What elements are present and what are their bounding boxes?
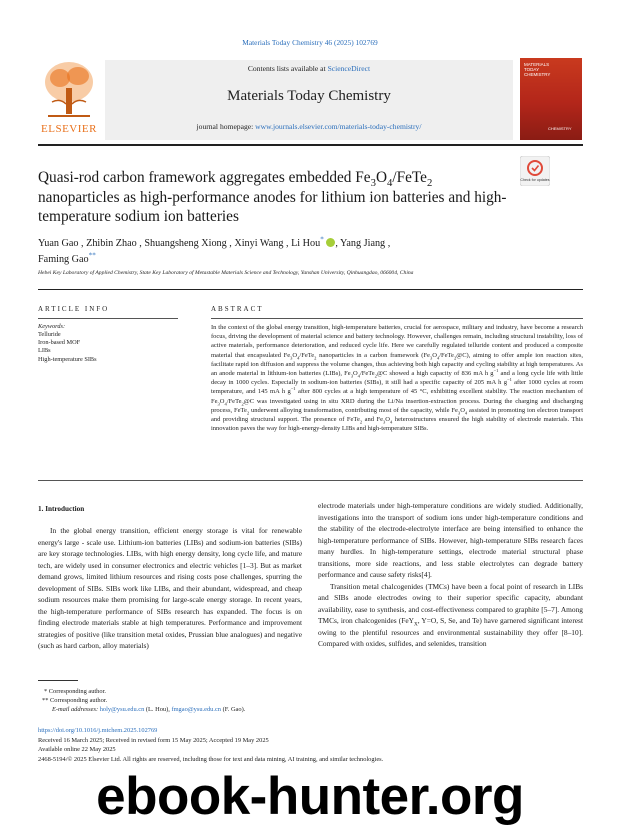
abstract-text: nanoparticles in a carbon framework (Fe xyxy=(319,351,430,359)
homepage-line xyxy=(105,122,513,131)
author-list: Yuan Gao , Zhibin Zhao , Shuangsheng Xiong , Xinyi Wang , Li Hou* , Yang Jiang , Faming Gao** xyxy=(38,235,391,265)
watermark-text: ebook-hunter.org xyxy=(96,767,524,826)
title-rule xyxy=(38,289,583,290)
contents-line xyxy=(105,64,513,73)
intro-left-column xyxy=(38,525,302,652)
copyright-line: 2468-5194/© 2025 Elsevier Ltd. All rights are reserved, including those for text and data mining, AI training, and similar technologies. xyxy=(38,756,384,763)
abstract-text: assisted in promoting ion electron transport and providing structural support. The presence of FeTe xyxy=(211,406,584,424)
email-link-gao[interactable]: fmgao@ysu.edu.cn xyxy=(171,706,221,713)
keyword: Iron-based MOF xyxy=(38,339,81,347)
section-heading-introduction: 1. Introduction xyxy=(38,505,85,513)
orcid-icon[interactable] xyxy=(326,238,335,247)
keyword: Telluride xyxy=(38,331,61,338)
header-rule xyxy=(38,144,583,146)
intro-paragraph: In the global energy transition, efficient energy storage is vital for renewable energy's large - scale use. Lithium-ion batteries (LIBs) and sodium-ion batteries (SIBs) are key storage technologies. LIBs, with high energy density, long cycle life, and mature tech, are widely used in consumer electronics and electric vehicles [1–3]. But as market demand grows, limited lithium resources and rising costs pose challenges, spurring the development of SIBs. SIBs work like LIBs, and their abundant, widespread, and cheap sodium resources make them promising for large-scale energy storage. In recent years, the high-temperature performance of SIBs research has expanded. The focus is on finding electrode materials stable at high temperatures. Performance and improvement strategies of positive (like transition metal oxides, Prussian blue analogues) and negative (such as hard carbon, alloy materials) xyxy=(38,526,302,650)
keyword: LIBs xyxy=(38,347,51,355)
footnote-corresponding-2: ** Corresponding author. xyxy=(42,697,108,704)
homepage-link[interactable]: www.journals.elsevier.com/materials-today-chemistry/ xyxy=(255,122,422,131)
abstract-text: ), aiming to offer ample ion reaction sites, facilitate rapid ion diffusion and suppress the volume changes, thus achieving both high capacity and cycling stability at high temperatures. As an anode material in lithium-ion batteries (LIBs), Fe xyxy=(211,351,584,378)
email-name-hou: (L. Hou), xyxy=(144,706,172,713)
intro-text: Transition metal chalcogenides (TMCs) have been a focal point of research in LIBs and SIBs anode electrodes owing to their superior specific capacity, abundant availability, ease to synthesis, and cost-effectiveness compared to graphite [5–7]. Among TMCs, iron chalcogenides (FeY xyxy=(318,581,583,625)
abstract-text: was investigated using in situ XRD during the Li/Na insertion-extraction process. During the charging and discharging process, FeTe xyxy=(211,397,583,414)
article-info-rule xyxy=(38,318,178,319)
article-info-heading: ARTICLE INFO xyxy=(38,305,110,313)
check-badge-text: Check for updates xyxy=(520,178,550,182)
abstract-body: In the context of the global energy transition, high-temperature batteries, crucial for aerospace, military and industry, have become a research focus, driving the development of material science and battery technology. However, challenges remain, including structural instability, loss of active materials, performance deterioration, and reduced cycle life. Here we carefully regulated telluride content and produced a composite material that encapsulated $Fe_3O_4/FeTe_2$ nanoparticles in a carbon framework $(Fe_3O_4/FeTe_2@C)$, aiming to offer ample ion reaction sites, facilitate rapid ion diffusion and suppress the volume changes, thus achieving both high capacity and cycling stability at high temperatures. As an anode material in lithium-ion batteries (LIBs), $Fe_3O_4/FeTe_2@C$ showed a high capacity of 836 mA h $g^{-1}$ and a long cycle life with little decay in 1000 cycles. Especially in sodium-ion batteries (SIBs), it still had a specific capacity of 205 mA h $g^{-1}$ after 1000 cycles at room temperature, and 145 mA h $g^{-1}$ after 800 cycles at a high temperature of 45 °C, exhibiting excellent stability. The reaction mechanism of $Fe_3O_4/FeTe_2@C$ was investigated using in situ XRD during the Li/Na insertion-extraction process. During the charging and discharging process, FeTe$_2$ underwent alloying transformation, contributing most of the capacity, while $Fe_3O_4$ assisted in promoting ion electron transport and providing structural support. The presence of FeTe$_2$ and $Fe_3O_4$ heterostructures ensured the high stability of electrode materials. This innovation paves the way for high-energy-density LIBs and high-temperature SIBs. xyxy=(211,324,584,433)
doi-link[interactable]: https://doi.org/10.1016/j.mtchem.2025.102769 xyxy=(38,727,158,734)
keywords-list xyxy=(38,331,97,364)
footnote-corresponding-1: * Corresponding author. xyxy=(44,688,106,695)
check-for-updates-badge[interactable] xyxy=(520,156,550,186)
abstract-text: and a long cycle life with little decay in 1000 cycles. Especially in sodium-ion batteries (SIBs), it still had a specific capacity of 205 mA h g xyxy=(211,370,584,387)
email-link-hou[interactable]: holy@ysu.edu.cn xyxy=(99,706,145,713)
authors-line1b: , Yang Jiang , xyxy=(335,238,391,249)
cover-title: MATERIALS TODAY CHEMISTRY xyxy=(524,62,551,77)
cover-tag: CHEMISTRY xyxy=(548,126,572,131)
elsevier-wordmark: ELSEVIER xyxy=(41,123,97,135)
abstract-text: and Fe xyxy=(364,416,384,424)
homepage-prefix: journal homepage: xyxy=(196,122,256,131)
abstract-bottom-rule xyxy=(38,480,583,481)
abstract-text: after 800 cycles at a high temperature of 45 °C, exhibiting excellent stability. The reaction mechanism of Fe xyxy=(211,388,583,405)
title-part2: nanoparticles as high-performance anodes for lithium ion batteries and high-temperature sodium ion batteries xyxy=(38,188,507,225)
abstract-heading: ABSTRACT xyxy=(211,305,264,313)
abstract-rule xyxy=(211,318,583,319)
authors-line1: Yuan Gao , Zhibin Zhao , Shuangsheng Xiong , Xinyi Wang , Li Hou xyxy=(38,238,321,249)
keywords-label: Keywords: xyxy=(38,323,66,330)
journal-citation-link[interactable]: Materials Today Chemistry 46 (2025) 102769 xyxy=(242,38,378,47)
email-name-gao: (F. Gao). xyxy=(220,706,246,713)
footnote-emails xyxy=(52,706,245,713)
email-label: E-mail addresses: xyxy=(52,706,100,713)
authors-line2: Faming Gao xyxy=(38,254,89,265)
journal-name: Materials Today Chemistry xyxy=(227,88,391,104)
abstract-text: heterostructures ensured the high stability of electrode materials. This innovation paves the way for high-energy-density LIBs and high-temperature SIBs. xyxy=(211,416,584,433)
online-date: Available online 22 May 2025 xyxy=(38,746,116,753)
sciencedirect-link[interactable]: ScienceDirect xyxy=(327,64,371,73)
footnote-rule xyxy=(38,680,78,681)
contents-prefix: Contents lists available at xyxy=(247,64,328,73)
abstract-text: after 1000 cycles at room temperature, and 145 mA h g xyxy=(211,379,583,396)
abstract-text: showed a high capacity of 836 mA h g xyxy=(389,370,494,378)
keyword: High-temperature SIBs xyxy=(38,355,97,363)
title-part1: Quasi-rod carbon framework aggregates embedded Fe xyxy=(38,169,371,186)
intro-paragraph: Transition metal chalcogenides (TMCs) have been a focal point of research in LIBs and SIBs anode electrodes owing to their superior specific capacity, abundant availability, ease to synthesis, and cost-effectiveness compared to graphite [5–7]. Among TMCs, iron chalcogenides (FeY$_X$, Y=O, S, Se, and Te) have garnered significant interest owing to the plentiful resources and environmental sustainability they offer [8–10]. Compared with oxides, sulfides, and selenides, transition xyxy=(318,581,583,648)
affiliation: Hebei Key Laboratory of Applied Chemistry, State Key Laboratory of Metastable Materials Science and Technology, Yanshan University, Qinhuangdao, 066004, China xyxy=(38,270,414,276)
intro-paragraph: electrode materials under high-temperature conditions are widely studied. Additionally, investigations into the transport of sodium ions under high-temperature conditions and the stability of the electrode-electrolyte interface are being intensified to enhance the high-temperature performance of SIBs. However, high-temperature SIBs research faces many hurdles. In high-temperature settings, electrode material structural phase transitions, more side reactions, and less stable electrolytes can degrade battery performance and cause safety risks[4]. xyxy=(318,501,583,579)
abstract-text: underwent alloying transformation, contributing most of the capacity, while Fe xyxy=(251,406,458,414)
intro-right-column xyxy=(318,500,583,650)
article-title: Quasi-rod carbon framework aggregates embedded $Fe_3O_4/FeTe_2$ nanoparticles as high-performance anodes for lithium ion batteries and high-temperature sodium ion batteries xyxy=(38,169,507,225)
abstract-text: In the context of the global energy transition, high-temperature batteries, crucial for aerospace, military and industry, have become a research focus, driving the development of material science and battery technology. However, challenges remain, including structural instability, loss of active materials, performance deterioration, and reduced cycle life. Here we carefully regulated telluride content and produced a composite material that encapsulated Fe xyxy=(211,324,583,359)
intro-text: , Y=O, S, Se, and Te) have garnered significant interest owing to the plentiful resources and environmental sustainability they offer [8–10]. Compared with oxides, sulfides, and selenides, transition xyxy=(318,616,583,648)
article-dates: Received 16 March 2025; Received in revised form 15 May 2025; Accepted 19 May 2025 xyxy=(38,737,269,744)
